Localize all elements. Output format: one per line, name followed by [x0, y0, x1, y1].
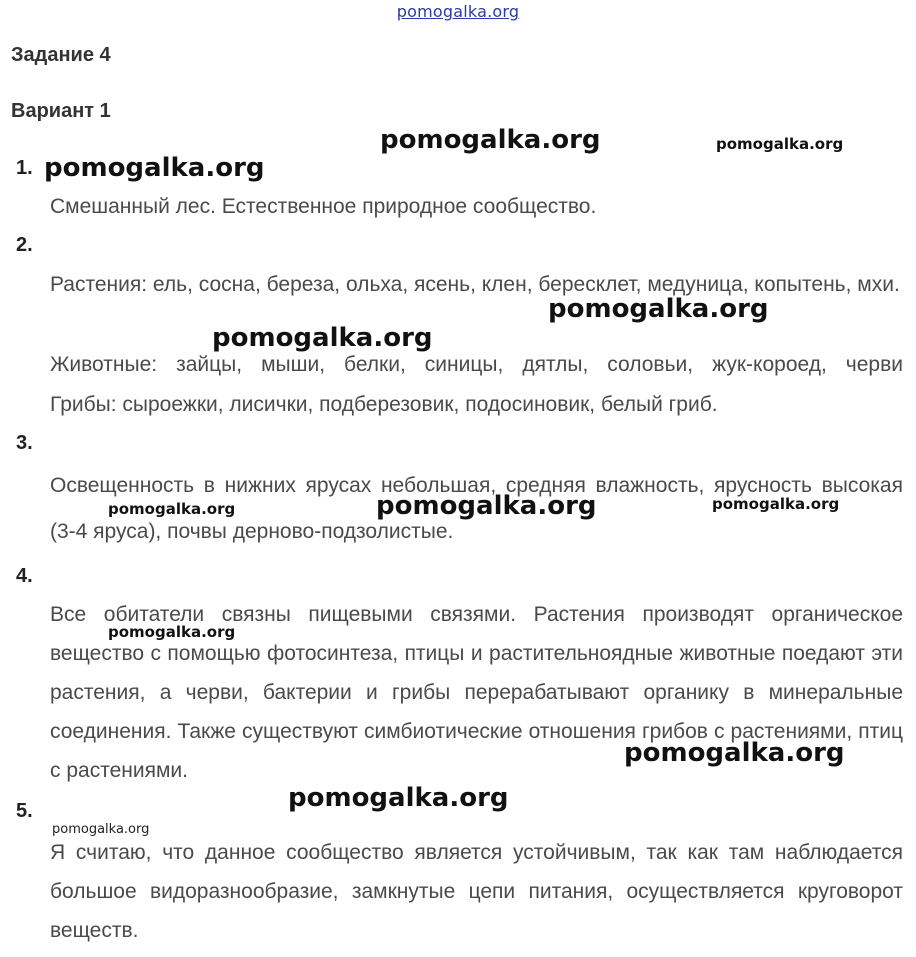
- answer-number-5: 5.: [16, 800, 33, 822]
- answer-5-text: Я считаю, что данное сообщество является устойчивым, так как там наблюдается большое видоразнообразие, замкнутые цепи питания, осуществляется круговорот веществ.: [50, 841, 903, 942]
- answer-number-2: 2.: [16, 234, 33, 256]
- answer-number-4: 4.: [16, 565, 33, 587]
- watermark: pomogalka.org: [380, 125, 601, 155]
- answer-2-animals: Животные: зайцы, мыши, белки, синицы, дятлы, соловьи, жук-короед, черви: [50, 353, 903, 376]
- watermark: pomogalka.org: [624, 738, 845, 768]
- answer-3-text: Освещенность в нижних ярусах небольшая, средняя влажность, ярусность высокая (3-4 яруса), почвы дерново-подзолистые.: [50, 474, 903, 543]
- watermark: pomogalka.org: [44, 153, 265, 183]
- answer-number-3: 3.: [16, 432, 33, 454]
- task-title: Задание 4: [11, 44, 111, 66]
- watermark: pomogalka.org: [376, 491, 597, 521]
- site-link[interactable]: pomogalka.org: [396, 2, 520, 21]
- variant-title: Вариант 1: [11, 100, 111, 122]
- answer-2-fungi: Грибы: сыроежки, лисички, подберезовик, подосиновик, белый гриб.: [50, 393, 718, 416]
- answer-number-1: 1.: [16, 157, 33, 179]
- watermark: pomogalka.org: [716, 135, 844, 153]
- watermark: pomogalka.org: [52, 822, 150, 837]
- answer-4-text: Все обитатели связны пищевыми связями. Растения производят органическое вещество с помощью фотосинтеза, птицы и растительноядные животные поедают эти растения, а черви, бактерии и грибы перерабатывают органику в минеральные соединения. Также существуют симбиотические отношения грибов с растениями, птиц с растениями.: [50, 603, 903, 782]
- watermark: pomogalka.org: [108, 623, 236, 641]
- answer-2-plants: Растения: ель, сосна, береза, ольха, ясень, клен, бересклет, медуница, копытень, мхи.: [50, 273, 900, 296]
- watermark: pomogalka.org: [212, 323, 433, 353]
- watermark: pomogalka.org: [108, 500, 236, 518]
- watermark: pomogalka.org: [548, 294, 769, 324]
- watermark: pomogalka.org: [288, 783, 509, 813]
- watermark: pomogalka.org: [712, 495, 840, 513]
- answer-1-text: Смешанный лес. Естественное природное сообщество.: [50, 195, 597, 218]
